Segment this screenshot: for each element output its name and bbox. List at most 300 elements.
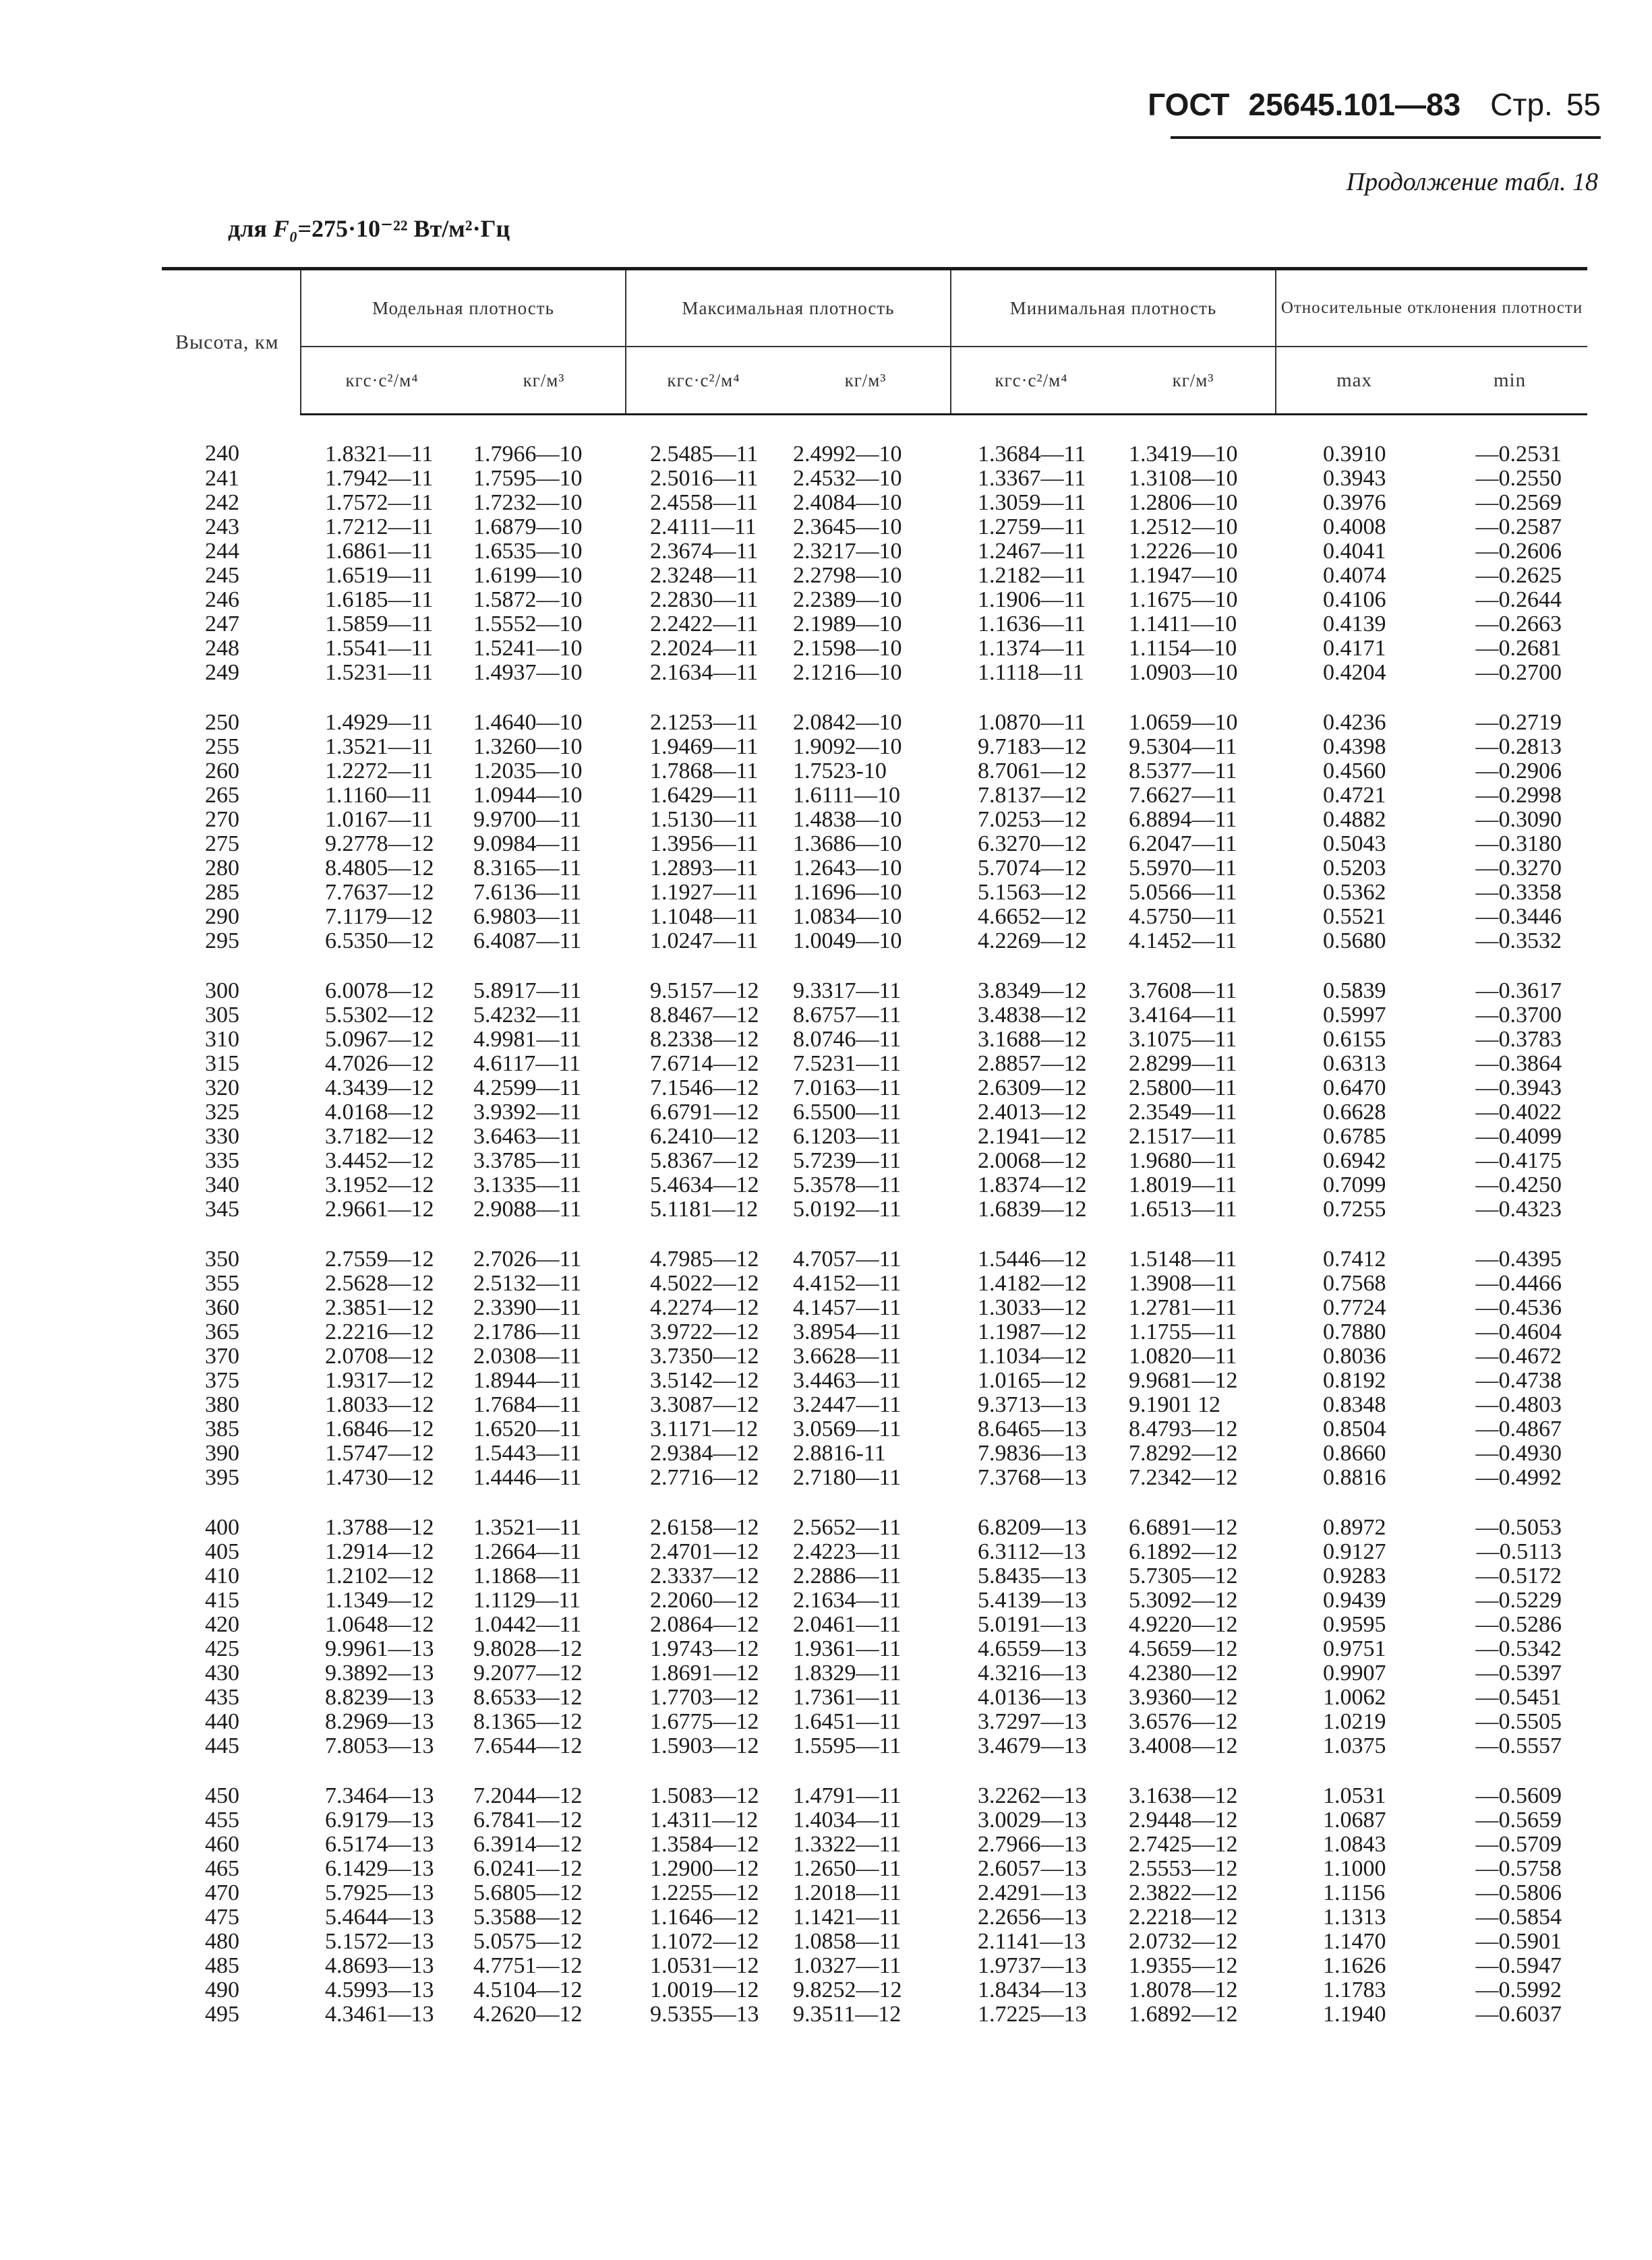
model-kg-cell: 1.5552—10: [473, 612, 583, 636]
max-kg-cell: 2.3217—10: [793, 539, 902, 564]
gost-label: ГОСТ: [1148, 87, 1230, 122]
dev-min-cell: —0.3180: [1475, 831, 1562, 856]
dev-max-cell: 0.4106: [1323, 587, 1386, 612]
max-kg-cell: 3.6628—11: [793, 1344, 902, 1369]
height-cell: 390: [205, 1441, 239, 1466]
min-kgf-cell: 3.8349—12: [978, 978, 1087, 1003]
min-kgf-cell: 3.4838—12: [978, 1003, 1087, 1028]
model-kg-cell: 2.0308—11: [473, 1344, 582, 1369]
max-kgf-cell: 3.9722—12: [650, 1319, 759, 1344]
model-kg-cell: 1.3521—11: [473, 1515, 582, 1540]
dev-min-cell: —0.4738: [1475, 1368, 1562, 1393]
max-kg-cell: 1.7361—11: [793, 1685, 902, 1710]
table-row: [162, 1100, 1587, 1125]
min-kg-cell: 5.0566—11: [1129, 880, 1237, 905]
dev-min-cell: —0.2625: [1475, 563, 1562, 588]
table-row: [162, 1833, 1587, 1857]
table-row: [162, 1540, 1587, 1564]
model-kgf-cell: 6.0078—12: [325, 978, 434, 1003]
dev-min-cell: —0.5286: [1475, 1612, 1562, 1637]
max-kgf-cell: 3.5142—12: [650, 1368, 759, 1393]
model-kg-cell: 7.6544—12: [473, 1733, 583, 1758]
dev-min-cell: —0.3358: [1475, 880, 1562, 905]
table-row: [162, 1954, 1587, 1978]
model-kg-cell: 1.7595—10: [473, 466, 583, 491]
table-row: [162, 759, 1587, 783]
dev-min-cell: —0.3270: [1475, 856, 1562, 881]
max-kg-cell: 3.4463—11: [793, 1368, 902, 1393]
dev-min-cell: —0.2719: [1475, 710, 1562, 735]
model-kgf-cell: 9.3892—13: [325, 1661, 434, 1686]
max-kgf-cell: 1.3956—11: [650, 831, 759, 856]
model-kg-cell: 4.2599—11: [473, 1075, 582, 1100]
model-kg-cell: 6.7841—12: [473, 1808, 583, 1833]
max-kg-cell: 1.2018—11: [793, 1880, 902, 1905]
max-kgf-cell: 2.1634—11: [650, 660, 759, 685]
max-kgf-cell: 2.3248—11: [650, 563, 759, 588]
model-kgf-cell: 9.2778—12: [325, 831, 434, 856]
min-kgf-cell: 4.2269—12: [978, 928, 1087, 953]
min-kg-cell: 5.5970—11: [1129, 856, 1237, 881]
min-kgf-cell: 5.8435—13: [978, 1564, 1087, 1588]
max-kg-cell: 5.3578—11: [793, 1172, 902, 1197]
table-row: [162, 467, 1587, 491]
max-kgf-cell: 2.2422—11: [650, 612, 759, 636]
max-kg-cell: 1.6111—10: [793, 783, 900, 808]
table-row: [162, 905, 1587, 929]
min-kgf-cell: 4.6652—12: [978, 904, 1087, 929]
table-row: [162, 1857, 1587, 1881]
dev-min-cell: —0.3532: [1475, 928, 1562, 953]
dev-min-cell: —0.4175: [1475, 1148, 1562, 1173]
dev-min-cell: —0.2906: [1475, 759, 1562, 783]
dev-max-cell: 0.4171: [1323, 636, 1386, 661]
min-kgf-cell: 1.4182—12: [978, 1271, 1087, 1296]
min-kg-cell: 4.5659—12: [1129, 1636, 1238, 1661]
height-cell: 250: [205, 710, 239, 735]
max-kg-cell: 2.0461—11: [793, 1612, 902, 1637]
dev-min-cell: —0.4536: [1475, 1295, 1562, 1320]
dev-min-cell: —0.3783: [1475, 1027, 1562, 1052]
dev-min-cell: —0.4323: [1475, 1197, 1562, 1222]
model-kg-cell: 1.4640—10: [473, 710, 583, 735]
dev-min-cell: —0.5609: [1475, 1783, 1562, 1808]
max-kg-cell: 1.9361—11: [793, 1636, 902, 1661]
height-cell: 315: [205, 1051, 239, 1076]
dev-min-cell: —0.5053: [1475, 1515, 1562, 1540]
height-cell: 345: [205, 1197, 239, 1222]
max-kgf-cell: 1.6775—12: [650, 1709, 759, 1734]
model-kgf-cell: 1.4929—11: [325, 710, 434, 735]
max-kg-cell: 3.2447—11: [793, 1392, 902, 1417]
dev-max-cell: 0.4139: [1323, 612, 1386, 636]
model-kgf-cell: 1.5231—11: [325, 660, 434, 685]
max-kg-cell: 3.8954—11: [793, 1319, 902, 1344]
height-cell: 335: [205, 1148, 239, 1173]
dev-max-cell: 0.7880: [1323, 1319, 1386, 1344]
dev-max-cell: 0.4041: [1323, 539, 1386, 564]
table-row: [162, 1173, 1587, 1197]
max-kgf-cell: 1.0019—12: [650, 1977, 759, 2002]
dev-min-cell: —0.2569: [1475, 490, 1562, 515]
min-kgf-cell: 1.0165—12: [978, 1368, 1087, 1393]
model-kg-cell: 1.4446—11: [473, 1465, 582, 1490]
height-cell: 465: [205, 1856, 239, 1881]
table-row: [162, 1197, 1587, 1222]
model-kg-cell: 9.0984—11: [473, 831, 582, 856]
model-kg-cell: 1.7232—10: [473, 490, 583, 515]
height-cell: 370: [205, 1344, 239, 1369]
height-cell: 405: [205, 1539, 239, 1564]
caption-symbol: F₀: [272, 215, 298, 242]
dev-min-cell: —0.3090: [1475, 807, 1562, 832]
height-cell: 495: [205, 2002, 239, 2027]
min-kgf-cell: 2.0068—12: [978, 1148, 1087, 1173]
dev-max-cell: 0.4008: [1323, 514, 1386, 539]
max-kg-cell: 1.0834—10: [793, 904, 902, 929]
table-row: [162, 1393, 1587, 1417]
dev-min-cell: —0.5659: [1475, 1808, 1562, 1833]
height-cell: 360: [205, 1295, 239, 1320]
min-kg-cell: 1.5148—11: [1129, 1247, 1237, 1272]
min-kgf-cell: 7.0253—12: [978, 807, 1087, 832]
table-row: [162, 881, 1587, 905]
min-kgf-cell: 1.1906—11: [978, 587, 1086, 612]
max-kgf-cell: 2.7716—12: [650, 1465, 759, 1490]
model-kg-cell: 1.8944—11: [473, 1368, 582, 1393]
table-row: [162, 1028, 1587, 1052]
height-cell: 275: [205, 831, 239, 856]
height-cell: 420: [205, 1612, 239, 1637]
height-cell: 435: [205, 1685, 239, 1710]
min-kgf-cell: 5.4139—13: [978, 1588, 1087, 1613]
min-kg-cell: 2.8299—11: [1129, 1051, 1237, 1076]
dev-max-cell: 1.0687: [1323, 1808, 1386, 1833]
max-kg-cell: 1.6451—11: [793, 1709, 902, 1734]
model-kgf-cell: 1.0648—12: [325, 1612, 434, 1637]
max-kgf-cell: 4.5022—12: [650, 1271, 759, 1296]
min-kg-cell: 4.2380—12: [1129, 1661, 1238, 1686]
model-kg-cell: 4.5104—12: [473, 1977, 583, 2002]
table-row: [162, 539, 1587, 564]
table-caption: [228, 214, 510, 243]
min-kg-cell: 2.3549—11: [1129, 1100, 1237, 1125]
max-kgf-cell: 1.5083—12: [650, 1783, 759, 1808]
dev-max-cell: 1.1000: [1323, 1856, 1386, 1881]
model-kgf-cell: 4.8693—13: [325, 1953, 434, 1978]
model-kg-cell: 7.2044—12: [473, 1783, 583, 1808]
min-kgf-cell: 1.2467—11: [978, 539, 1086, 564]
dev-min-cell: —0.2587: [1475, 514, 1562, 539]
unit-header: кгс·с²/м⁴: [626, 347, 781, 415]
model-kg-cell: 8.1365—12: [473, 1709, 583, 1734]
max-kg-cell: 1.0049—10: [793, 928, 902, 953]
max-kg-cell: 1.2643—10: [793, 856, 902, 881]
model-kgf-cell: 4.0168—12: [325, 1100, 434, 1125]
model-kgf-cell: 7.3464—13: [325, 1783, 434, 1808]
min-kgf-cell: 2.4291—13: [978, 1880, 1087, 1905]
min-kg-cell: 3.7608—11: [1129, 978, 1237, 1003]
model-kg-cell: 3.3785—11: [473, 1148, 582, 1173]
min-kg-cell: 1.9680—11: [1129, 1148, 1237, 1173]
height-cell: 330: [205, 1124, 239, 1149]
min-kgf-cell: 7.3768—13: [978, 1465, 1087, 1490]
min-kgf-cell: 6.3270—12: [978, 831, 1087, 856]
dev-min-cell: —0.5451: [1475, 1685, 1562, 1710]
min-kg-cell: 1.6892—12: [1129, 2002, 1238, 2027]
min-kg-cell: 5.3092—12: [1129, 1588, 1238, 1613]
dev-min-cell: —0.4930: [1475, 1441, 1562, 1466]
max-kgf-cell: 3.1171—12: [650, 1417, 759, 1441]
max-kgf-cell: 7.6714—12: [650, 1051, 759, 1076]
dev-max-cell: 0.5362: [1323, 880, 1386, 905]
table-row: [162, 856, 1587, 881]
dev-max-cell: 0.8660: [1323, 1441, 1386, 1466]
max-kgf-cell: 1.5130—11: [650, 807, 759, 832]
group-header-model: Модельная плотность: [301, 269, 626, 347]
table-row: [162, 1661, 1587, 1686]
table-row: [162, 1881, 1587, 1905]
max-kgf-cell: 2.2060—12: [650, 1588, 759, 1613]
max-kg-cell: 2.4992—10: [793, 442, 902, 467]
min-kg-cell: 9.1901 12: [1129, 1392, 1221, 1417]
dev-min-cell: —0.4099: [1475, 1124, 1562, 1149]
dev-min-cell: —0.3864: [1475, 1051, 1562, 1076]
model-kgf-cell: 6.5174—13: [325, 1832, 434, 1857]
model-kgf-cell: 1.6846—12: [325, 1417, 434, 1441]
min-kg-cell: 3.1075—11: [1129, 1027, 1237, 1052]
min-kgf-cell: 8.7061—12: [978, 759, 1087, 783]
table-row: [162, 1003, 1587, 1028]
dev-max-cell: 0.7255: [1323, 1197, 1386, 1222]
max-kgf-cell: 1.9469—11: [650, 734, 759, 759]
model-kg-cell: 3.1335—11: [473, 1172, 582, 1197]
min-kg-cell: 3.4008—12: [1129, 1733, 1238, 1758]
min-kgf-cell: 1.1374—11: [978, 636, 1086, 661]
height-cell: 375: [205, 1368, 239, 1393]
dev-min-cell: —0.5113: [1476, 1539, 1562, 1564]
dev-max-cell: 1.0219: [1323, 1709, 1386, 1734]
model-kgf-cell: 1.1349—12: [325, 1588, 434, 1613]
max-kg-cell: 1.4791—11: [793, 1783, 902, 1808]
min-kg-cell: 4.5750—11: [1129, 904, 1237, 929]
max-kg-cell: 1.0327—11: [793, 1953, 902, 1978]
dev-min-cell: —0.3617: [1475, 978, 1562, 1003]
min-kgf-cell: 5.0191—13: [978, 1612, 1087, 1637]
max-kgf-cell: 2.3337—12: [650, 1564, 759, 1588]
table-row: [162, 1344, 1587, 1369]
dev-max-cell: 0.7099: [1323, 1172, 1386, 1197]
min-kg-cell: 1.1947—10: [1129, 563, 1238, 588]
model-kgf-cell: 1.2914—12: [325, 1539, 434, 1564]
max-kg-cell: 2.1598—10: [793, 636, 902, 661]
model-kg-cell: 3.9392—11: [473, 1100, 582, 1125]
height-cell: 395: [205, 1465, 239, 1490]
min-kg-cell: 7.8292—12: [1129, 1441, 1238, 1466]
dev-max-cell: 0.9283: [1323, 1564, 1386, 1588]
model-kgf-cell: 2.2216—12: [325, 1319, 434, 1344]
min-kg-cell: 3.1638—12: [1129, 1783, 1238, 1808]
table-row: [162, 808, 1587, 832]
max-kgf-cell: 1.8691—12: [650, 1661, 759, 1686]
table-row: [162, 564, 1587, 588]
min-kg-cell: 1.8019—11: [1129, 1172, 1237, 1197]
min-kg-cell: 1.2226—10: [1129, 539, 1238, 564]
table-row: [162, 636, 1587, 661]
min-kgf-cell: 2.2656—13: [978, 1905, 1087, 1930]
dev-min-cell: —0.2700: [1475, 660, 1562, 685]
table-row: [162, 2002, 1587, 2027]
min-kg-cell: 2.0732—12: [1129, 1929, 1238, 1954]
max-kgf-cell: 2.4701—12: [650, 1539, 759, 1564]
min-kgf-cell: 4.0136—13: [978, 1685, 1087, 1710]
max-kgf-cell: 2.6158—12: [650, 1515, 759, 1540]
max-kgf-cell: 3.7350—12: [650, 1344, 759, 1369]
table-row: [162, 1076, 1587, 1100]
dev-max-cell: 0.4560: [1323, 759, 1386, 783]
min-kg-cell: 1.6513—11: [1129, 1197, 1237, 1222]
max-kg-cell: 1.1421—11: [793, 1905, 902, 1930]
max-kg-cell: 2.2886—11: [793, 1564, 902, 1588]
max-kgf-cell: 1.1072—12: [650, 1929, 759, 1954]
model-kg-cell: 5.0575—12: [473, 1929, 583, 1954]
height-cell: 300: [205, 978, 239, 1003]
height-cell: 340: [205, 1172, 239, 1197]
max-kg-cell: 2.4532—10: [793, 466, 902, 491]
dev-min-cell: —0.5947: [1475, 1953, 1562, 1978]
table-row: [162, 1441, 1587, 1466]
model-kgf-cell: 4.3461—13: [325, 2002, 434, 2027]
height-cell: 410: [205, 1564, 239, 1588]
model-kg-cell: 5.6805—12: [473, 1880, 583, 1905]
min-kg-cell: 6.2047—11: [1129, 831, 1237, 856]
max-kgf-cell: 1.2900—12: [650, 1856, 759, 1881]
min-kgf-cell: 1.1034—12: [978, 1344, 1087, 1369]
min-kg-cell: 2.1517—11: [1129, 1124, 1237, 1149]
min-kg-cell: 1.0659—10: [1129, 710, 1238, 735]
dev-max-cell: 0.8192: [1323, 1368, 1386, 1393]
min-kgf-cell: 2.4013—12: [978, 1100, 1087, 1125]
model-kgf-cell: 5.4644—13: [325, 1905, 434, 1930]
dev-min-cell: —0.2681: [1475, 636, 1562, 661]
min-kgf-cell: 1.7225—13: [978, 2002, 1087, 2027]
min-kgf-cell: 1.8434—13: [978, 1977, 1087, 2002]
density-table: [162, 267, 1587, 2027]
max-kg-cell: 1.3322—11: [793, 1832, 902, 1857]
model-kg-cell: 2.9088—11: [473, 1197, 582, 1222]
model-kgf-cell: 1.3788—12: [325, 1515, 434, 1540]
dev-min-cell: —0.2606: [1475, 539, 1562, 564]
min-kg-cell: 2.5800—11: [1129, 1075, 1237, 1100]
table-row: [162, 1905, 1587, 1930]
dev-max-cell: 1.0375: [1323, 1733, 1386, 1758]
dev-max-cell: 0.4236: [1323, 710, 1386, 735]
max-kgf-cell: 2.1253—11: [650, 710, 759, 735]
max-kg-cell: 1.4034—11: [793, 1808, 902, 1833]
max-kg-cell: 5.7239—11: [793, 1148, 902, 1173]
unit-header: кгс·с²/м⁴: [301, 347, 463, 415]
max-kgf-cell: 8.8467—12: [650, 1003, 759, 1028]
table-row: [162, 1490, 1587, 1540]
min-kgf-cell: 1.2759—11: [978, 514, 1086, 539]
dev-max-cell: 0.7568: [1323, 1271, 1386, 1296]
dev-min-cell: —0.5806: [1475, 1880, 1562, 1905]
dev-max-cell: 0.9907: [1323, 1661, 1386, 1686]
model-kgf-cell: 1.5747—12: [325, 1441, 434, 1466]
max-kg-cell: 2.3645—10: [793, 514, 902, 539]
caption-value: =275·10⁻²² Вт/м²·Гц: [297, 215, 510, 242]
height-cell: 247: [205, 612, 239, 636]
height-cell: 295: [205, 928, 239, 953]
min-kgf-cell: 1.9737—13: [978, 1953, 1087, 1978]
table-header-row: [162, 269, 1587, 347]
model-kg-cell: 8.6533—12: [473, 1685, 583, 1710]
dev-max-cell: 1.0062: [1323, 1685, 1386, 1710]
dev-max-cell: 0.5839: [1323, 978, 1386, 1003]
model-kgf-cell: 1.6185—11: [325, 587, 434, 612]
table-body: [162, 415, 1587, 2027]
min-kgf-cell: 1.0870—11: [978, 710, 1086, 735]
max-kg-cell: 9.8252—12: [793, 1977, 902, 2002]
table-row: [162, 685, 1587, 735]
dev-max-cell: 1.1626: [1323, 1953, 1386, 1978]
min-kg-cell: 6.1892—12: [1129, 1539, 1238, 1564]
model-kg-cell: 6.9803—11: [473, 904, 582, 929]
model-kgf-cell: 1.7572—11: [325, 490, 434, 515]
max-kg-cell: 2.7180—11: [793, 1465, 902, 1490]
max-kgf-cell: 1.1927—11: [650, 880, 759, 905]
max-kgf-cell: 1.6429—11: [650, 783, 759, 808]
model-kg-cell: 5.8917—11: [473, 978, 582, 1003]
model-kgf-cell: 4.3439—12: [325, 1075, 434, 1100]
model-kgf-cell: 8.2969—13: [325, 1709, 434, 1734]
height-cell: 241: [205, 466, 239, 491]
max-kg-cell: 1.5595—11: [793, 1733, 902, 1758]
table-row: [162, 1125, 1587, 1149]
dev-min-cell: —0.5709: [1475, 1832, 1562, 1857]
min-kg-cell: 1.1411—10: [1129, 612, 1237, 636]
min-kg-cell: 1.2512—10: [1129, 514, 1238, 539]
model-kgf-cell: 4.5993—13: [325, 1977, 434, 2002]
height-cell: 280: [205, 856, 239, 881]
table-row: [162, 1052, 1587, 1076]
dev-min-cell: —0.5172: [1475, 1564, 1562, 1588]
unit-header: кгс·с²/м⁴: [951, 347, 1111, 415]
max-kgf-cell: 6.2410—12: [650, 1124, 759, 1149]
dev-max-cell: 0.4882: [1323, 807, 1386, 832]
dev-max-cell: 0.4398: [1323, 734, 1386, 759]
max-kgf-cell: 4.7985—12: [650, 1247, 759, 1272]
max-kg-cell: 7.0163—11: [793, 1075, 902, 1100]
max-kg-cell: 4.1457—11: [793, 1295, 902, 1320]
height-cell: 249: [205, 660, 239, 685]
min-kg-cell: 3.9360—12: [1129, 1685, 1238, 1710]
min-kgf-cell: 1.1118—11: [978, 660, 1084, 685]
dev-max-cell: 0.9439: [1323, 1588, 1386, 1613]
max-kg-cell: 1.8329—11: [793, 1661, 902, 1686]
max-kgf-cell: 5.8367—12: [650, 1148, 759, 1173]
height-cell: 475: [205, 1905, 239, 1930]
model-kg-cell: 4.6117—11: [473, 1051, 581, 1076]
min-kg-cell: 1.2781—11: [1129, 1295, 1237, 1320]
dev-max-cell: 1.1783: [1323, 1977, 1386, 2002]
model-kgf-cell: 7.7637—12: [325, 880, 434, 905]
max-kg-cell: 4.4152—11: [793, 1271, 902, 1296]
dev-min-cell: —0.5992: [1475, 1977, 1562, 2002]
dev-min-cell: —0.5505: [1475, 1709, 1562, 1734]
max-kg-cell: 2.1989—10: [793, 612, 902, 636]
min-kgf-cell: 6.3112—13: [978, 1539, 1086, 1564]
